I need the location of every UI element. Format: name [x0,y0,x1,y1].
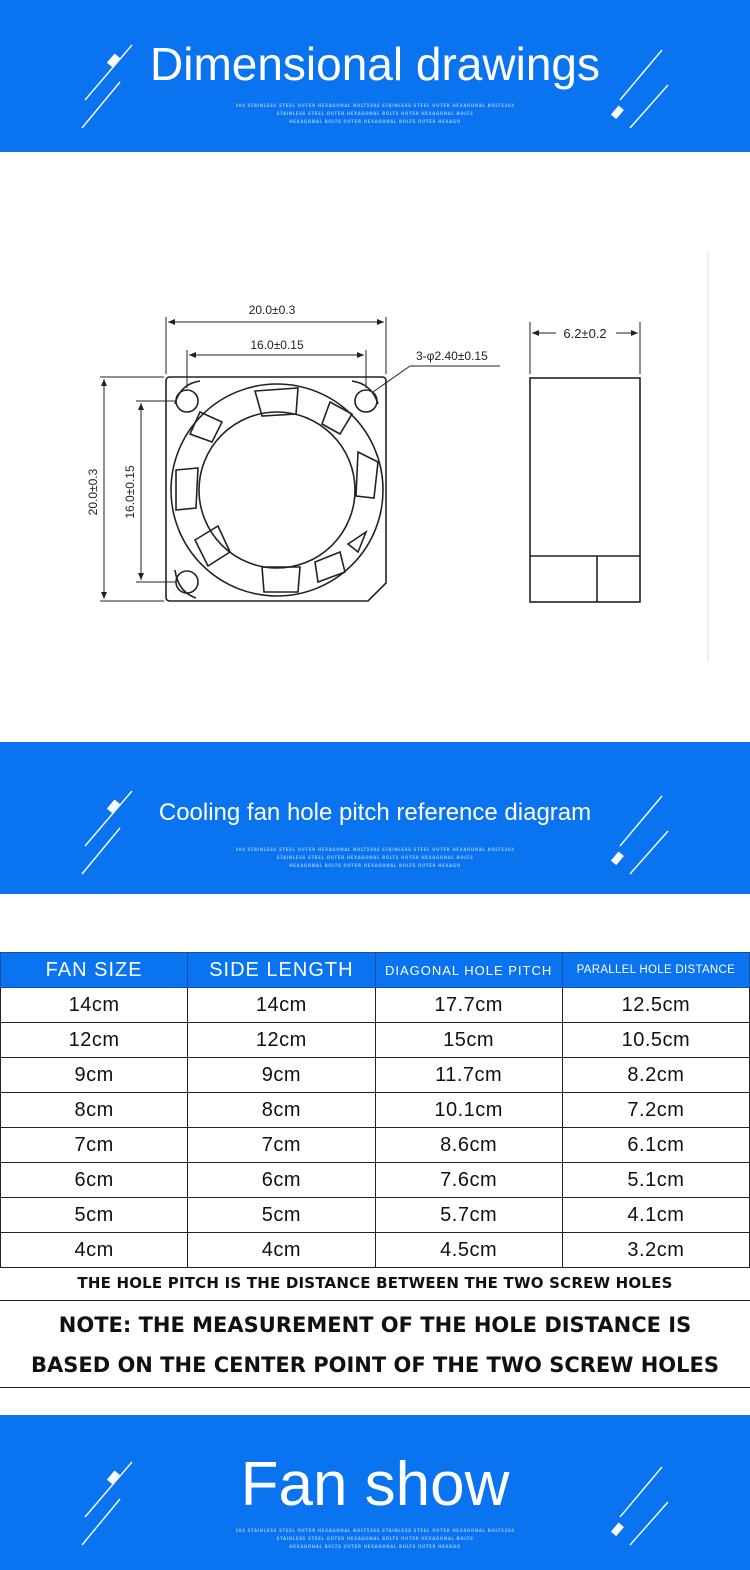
top-banner [0,0,750,152]
table-row [1,1163,750,1198]
table-row [1,1198,750,1233]
table-cell: 7.6cm [375,1163,562,1198]
table-cell: 6cm [1,1163,188,1198]
measurement-note-line2: BASED ON THE CENTER POINT OF THE TWO SCREW HOLES [30,1353,720,1377]
table-row [1,1233,750,1268]
table-cell: 4.5cm [375,1233,562,1268]
fine-line: 304 STAINLESS STEEL OUTER HEXAGONAL BOLT5304 STAINLESS STEEL OUTER HEXAGONAL BOLT5304 [235,103,515,108]
fine-line: HEXAGONAL BOLTS OUTER HEXAGONAL BOLTS OUTER HEXAGO [289,863,461,868]
table-cell: 6cm [188,1163,375,1198]
table-row [1,1093,750,1128]
table-cell: 5cm [188,1198,375,1233]
fine-line: HEXAGONAL BOLTS OUTER HEXAGONAL BOLTS OUTER HEXAGO [289,119,461,124]
table-cell: 6.1cm [562,1128,749,1163]
table-cell: 12cm [1,1023,188,1058]
table-cell: 9cm [188,1058,375,1093]
notes-section [0,1267,750,1388]
table-cell: 4cm [1,1233,188,1268]
table-cell: 8.6cm [375,1128,562,1163]
table-row [1,1128,750,1163]
banner-title: Fan show [240,1450,510,1519]
table-cell: 5cm [1,1198,188,1233]
thickness-label: 6.2±0.2 [563,326,607,341]
fine-line: 304 STAINLESS STEEL OUTER HEXAGONAL BOLT5304 STAINLESS STEEL OUTER HEXAGONAL BOLT5304 [235,847,515,852]
hole-pitch-table [0,952,750,1268]
height-hole-label: 16.0±0.15 [123,465,137,519]
table-cell: 17.7cm [375,988,562,1023]
fine-line: STAINLESS STEEL OUTER HEXAGONAL BOLTS OUTER HEXAGONAL BOLTS [276,1536,474,1541]
table-cell: 5.7cm [375,1198,562,1233]
table-cell: 14cm [1,988,188,1023]
table-cell: 8cm [1,1093,188,1128]
table-cell: 7cm [1,1128,188,1163]
table-row [1,988,750,1023]
table-cell: 12cm [188,1023,375,1058]
table-header-row [1,953,750,988]
table-cell: 15cm [375,1023,562,1058]
dimensional-drawing-section [0,152,750,742]
table-row [1,1058,750,1093]
hole-pitch-definition: THE HOLE PITCH IS THE DISTANCE BETWEEN THE TWO SCREW HOLES [0,1267,750,1301]
height-outer-label: 20.0±0.3 [86,468,100,516]
table-cell: 11.7cm [375,1058,562,1093]
fine-line: 304 STAINLESS STEEL OUTER HEXAGONAL BOLT5304 STAINLESS STEEL OUTER HEXAGONAL BOLT5304 [235,1528,515,1533]
hole-pitch-table-grid [0,952,750,1268]
banner-fine-print [175,1527,575,1551]
banner-title: Dimensional drawings [150,38,600,90]
table-cell: 4.1cm [562,1198,749,1233]
fine-line: STAINLESS STEEL OUTER HEXAGONAL BOLTS OUTER HEXAGONAL BOLTS [276,111,474,116]
table-cell: 5.1cm [562,1163,749,1198]
measurement-note [0,1301,750,1388]
table-cell: 10.1cm [375,1093,562,1128]
table-cell: 9cm [1,1058,188,1093]
banner-title: Cooling fan hole pitch reference diagram [158,799,592,826]
bottom-banner [0,1415,750,1570]
middle-banner [0,742,750,894]
table-cell: 3.2cm [562,1233,749,1268]
measurement-note-line1: NOTE: THE MEASUREMENT OF THE HOLE DISTANCE IS [58,1313,692,1337]
banner-fine-print [175,846,575,870]
header-fan-size: FAN SIZE [1,953,188,988]
header-side-length: SIDE LENGTH [188,953,375,988]
table-cell: 10.5cm [562,1023,749,1058]
fan-dimension-drawing [0,152,750,742]
table-cell: 14cm [188,988,375,1023]
table-cell: 8cm [188,1093,375,1128]
width-hole-label: 16.0±0.15 [250,338,304,352]
hole-spec-label: 3-φ2.40±0.15 [416,349,488,363]
fan-side-view [530,378,640,602]
fine-line: HEXAGONAL BOLTS OUTER HEXAGONAL BOLTS OUTER HEXAGO [289,1544,461,1549]
fan-front-view [166,377,386,601]
width-outer-label: 20.0±0.3 [248,303,296,317]
table-cell: 7.2cm [562,1093,749,1128]
table-cell: 7cm [188,1128,375,1163]
table-cell: 4cm [188,1233,375,1268]
table-cell: 12.5cm [562,988,749,1023]
table-cell: 8.2cm [562,1058,749,1093]
table-row [1,1023,750,1058]
header-parallel-hole-distance: PARALLEL HOLE DISTANCE [562,953,749,988]
fine-line: STAINLESS STEEL OUTER HEXAGONAL BOLTS OUTER HEXAGONAL BOLTS [276,855,474,860]
banner-fine-print [175,102,575,126]
header-diagonal-hole-pitch: DIAGONAL HOLE PITCH [375,953,562,988]
